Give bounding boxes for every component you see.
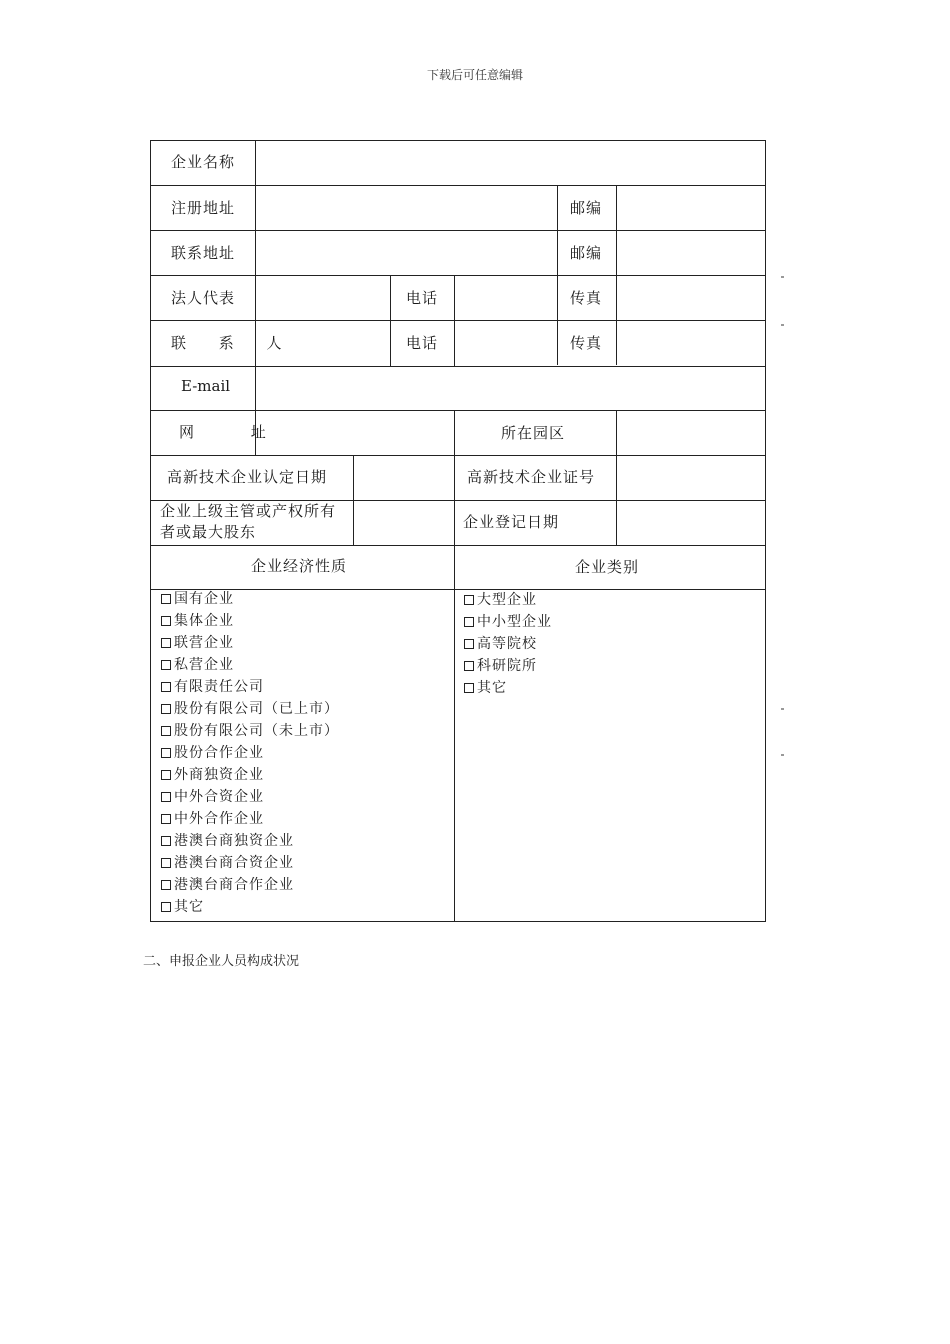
checkbox[interactable]: [464, 661, 474, 671]
col-divider: [454, 275, 455, 366]
checkbox-option[interactable]: [161, 852, 294, 874]
header-note: 下载后可任意编辑: [426, 68, 523, 82]
checkbox[interactable]: [161, 770, 171, 780]
option-label: 中小型企业: [477, 614, 552, 630]
contact-address-label: 联系地址: [171, 244, 236, 262]
checkbox[interactable]: [464, 595, 474, 605]
option-label: 外商独资企业: [174, 767, 264, 783]
row-divider: [151, 545, 765, 546]
row-divider: [151, 275, 765, 276]
checkbox-option[interactable]: [464, 611, 552, 633]
col-divider: [616, 185, 617, 365]
option-label: 科研院所: [477, 658, 537, 674]
checkbox[interactable]: [161, 902, 171, 912]
checkbox[interactable]: [161, 638, 171, 648]
option-label: 大型企业: [477, 592, 537, 608]
scan-speck: [781, 276, 784, 278]
option-label: 联营企业: [174, 635, 234, 651]
option-label: 其它: [174, 899, 204, 915]
contact-postcode-label: 邮编: [570, 244, 603, 262]
contact-person-label: 联 系 人: [171, 334, 296, 352]
checkbox-option[interactable]: [464, 655, 537, 677]
checkbox-option[interactable]: [464, 589, 537, 611]
checkbox-option[interactable]: [161, 808, 264, 830]
col-divider: [454, 410, 455, 922]
row-divider: [151, 320, 765, 321]
row-divider: [151, 589, 765, 590]
checkbox[interactable]: [464, 683, 474, 693]
checkbox-option[interactable]: [161, 896, 204, 918]
row-divider: [151, 185, 765, 186]
checkbox[interactable]: [161, 660, 171, 670]
option-label: 港澳台商合作企业: [174, 877, 294, 893]
reg-address-label: 注册地址: [171, 199, 236, 217]
col-divider: [255, 141, 256, 455]
legal-rep-label: 法人代表: [171, 289, 236, 307]
checkbox[interactable]: [161, 836, 171, 846]
checkbox-option[interactable]: [161, 654, 234, 676]
checkbox[interactable]: [161, 594, 171, 604]
option-label: 私营企业: [174, 657, 234, 673]
checkbox[interactable]: [161, 792, 171, 802]
scan-speck: [781, 324, 784, 326]
checkbox-option[interactable]: [161, 786, 264, 808]
econ-nature-title: 企业经济性质: [251, 557, 348, 575]
checkbox-option[interactable]: [161, 764, 264, 786]
row-divider: [151, 366, 765, 367]
checkbox-option[interactable]: [161, 610, 234, 632]
col-divider: [353, 455, 354, 545]
checkbox[interactable]: [161, 616, 171, 626]
col-divider: [557, 185, 558, 365]
checkbox-option[interactable]: [161, 742, 264, 764]
hitech-date-label: 高新技术企业认定日期: [167, 468, 328, 486]
scan-speck: [781, 708, 784, 710]
row-divider: [151, 230, 765, 231]
checkbox-option[interactable]: [161, 698, 339, 720]
hitech-cert-label: 高新技术企业证号: [467, 468, 596, 486]
checkbox[interactable]: [161, 880, 171, 890]
reg-postcode-label: 邮编: [570, 199, 603, 217]
option-label: 股份合作企业: [174, 745, 264, 761]
row-divider: [151, 455, 765, 456]
checkbox-option[interactable]: [161, 874, 294, 896]
contact-phone-label: 电话: [406, 334, 439, 352]
company-name-label: 企业名称: [171, 153, 236, 171]
row-divider: [151, 410, 765, 411]
option-label: 其它: [477, 680, 507, 696]
checkbox[interactable]: [464, 639, 474, 649]
checkbox-option[interactable]: [464, 677, 507, 699]
email-label: E-mail: [181, 377, 231, 395]
option-label: 港澳台商独资企业: [174, 833, 294, 849]
website-label: 网 址: [179, 423, 292, 441]
legal-rep-fax-label: 传真: [570, 289, 603, 307]
option-label: 高等院校: [477, 636, 537, 652]
option-label: 有限责任公司: [174, 679, 264, 695]
checkbox-option[interactable]: [161, 830, 294, 852]
checkbox[interactable]: [161, 682, 171, 692]
reg-date-label: 企业登记日期: [463, 513, 560, 531]
checkbox-option[interactable]: [464, 633, 537, 655]
col-divider: [390, 275, 391, 366]
enterprise-info-form: [150, 140, 766, 922]
checkbox[interactable]: [464, 617, 474, 627]
checkbox-option[interactable]: [161, 676, 264, 698]
checkbox-option[interactable]: [161, 720, 339, 742]
col-divider: [616, 410, 617, 545]
superior-label: 企业上级主管或产权所有者或最大股东: [160, 502, 337, 541]
option-label: 股份有限公司（未上市）: [174, 723, 339, 739]
checkbox[interactable]: [161, 814, 171, 824]
option-label: 国有企业: [174, 591, 234, 607]
legal-rep-phone-label: 电话: [406, 289, 439, 307]
option-label: 中外合作企业: [174, 811, 264, 827]
section-heading: 二、申报企业人员构成状况: [143, 954, 300, 969]
checkbox[interactable]: [161, 858, 171, 868]
option-label: 股份有限公司（已上市）: [174, 701, 339, 717]
park-label: 所在园区: [501, 424, 566, 442]
checkbox-option[interactable]: [161, 588, 234, 610]
option-label: 港澳台商合资企业: [174, 855, 294, 871]
checkbox[interactable]: [161, 748, 171, 758]
checkbox[interactable]: [161, 704, 171, 714]
checkbox-option[interactable]: [161, 632, 234, 654]
scan-speck: [781, 754, 784, 756]
option-label: 集体企业: [174, 613, 234, 629]
checkbox[interactable]: [161, 726, 171, 736]
category-title: 企业类别: [575, 558, 640, 576]
option-label: 中外合资企业: [174, 789, 264, 805]
contact-fax-label: 传真: [570, 334, 603, 352]
